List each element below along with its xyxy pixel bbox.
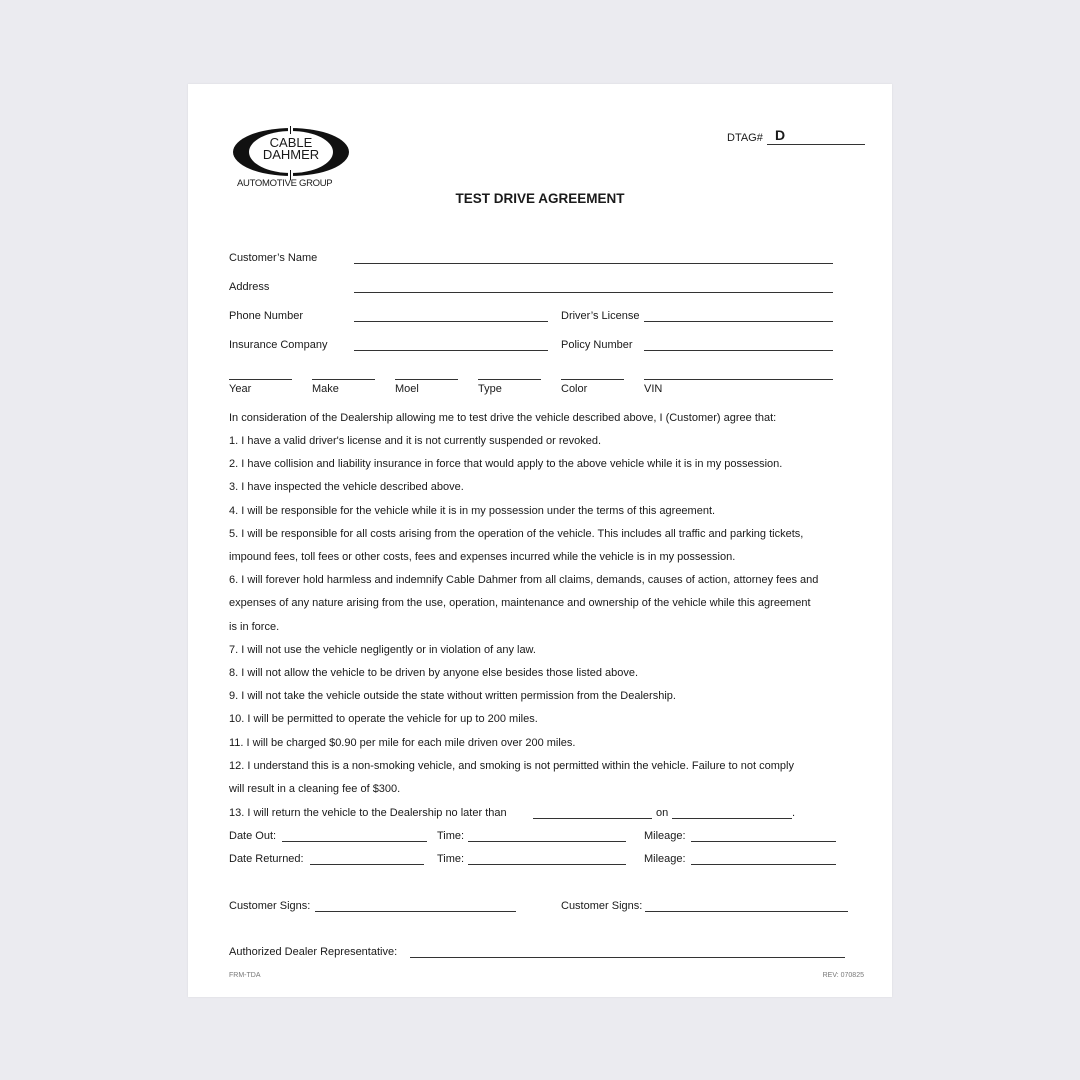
- dtag-label: DTAG#: [727, 132, 763, 144]
- term-item: 8. I will not allow the vehicle to be driven by anyone else besides those listed above.: [229, 667, 639, 679]
- model-field[interactable]: [395, 379, 458, 380]
- form-code: FRM-TDA: [229, 972, 261, 979]
- term-item: 10. I will be permitted to operate the vehicle for up to 200 miles.: [229, 713, 538, 726]
- term-item: 11. I will be charged $0.90 per mile for each mile driven over 200 miles.: [229, 736, 576, 749]
- return-time-field[interactable]: [533, 818, 652, 819]
- dtag-line[interactable]: [767, 144, 865, 145]
- time-returned-field[interactable]: [468, 864, 626, 865]
- revision: REV: 070825: [822, 972, 864, 979]
- color-field[interactable]: [561, 379, 624, 380]
- term-item: 3. I have inspected the vehicle described above.: [229, 481, 464, 494]
- dtag-value[interactable]: D: [775, 127, 786, 143]
- type-field[interactable]: [478, 379, 541, 380]
- term-item: 1. I have a valid driver's license and it is not currently suspended or revoked.: [229, 435, 602, 447]
- make-field[interactable]: [312, 379, 375, 380]
- page-title: TEST DRIVE AGREEMENT: [455, 191, 625, 206]
- intro-text: In consideration of the Dealership allowing me to test drive the vehicle described above, I (Customer) agree that:: [229, 412, 777, 424]
- term-item: 9. I will not take the vehicle outside the state without written permission from the Dealership.: [229, 690, 676, 703]
- date-returned-field[interactable]: [310, 864, 424, 865]
- mileage-out-field[interactable]: [691, 841, 836, 842]
- customer-name-field[interactable]: [354, 263, 833, 264]
- term-item: 7. I will not use the vehicle negligently or in violation of any law.: [229, 643, 536, 656]
- term-item: 4. I will be responsible for the vehicle while it is in my possession under the terms of this agreement.: [229, 504, 716, 517]
- term-item: 6. I will forever hold harmless and indemnify Cable Dahmer from all claims, demands, causes of action, attorney fees and: [229, 574, 819, 587]
- dealer-signature[interactable]: [410, 957, 845, 958]
- vin-field[interactable]: [644, 379, 833, 380]
- mileage-returned-field[interactable]: [691, 864, 836, 865]
- term-item: impound fees, toll fees or other costs, fees and expenses incurred while the vehicle is in my possession.: [229, 551, 736, 563]
- term-item: 5. I will be responsible for all costs arising from the operation of the vehicle. This includes all traffic and parking tickets,: [229, 527, 804, 540]
- address-field[interactable]: [354, 292, 833, 293]
- time-out-field[interactable]: [468, 841, 626, 842]
- term-item: 2. I have collision and liability insurance in force that would apply to the above vehicle while it is in my possession.: [229, 458, 783, 471]
- drivers-license-field[interactable]: [644, 321, 833, 322]
- policy-field[interactable]: [644, 350, 833, 351]
- term-item: is in force.: [229, 620, 280, 633]
- term-item: will result in a cleaning fee of $300.: [229, 783, 401, 795]
- customer-signature-1[interactable]: [315, 911, 516, 912]
- term-item: 12. I understand this is a non-smoking vehicle, and smoking is not permitted within the vehicle. Failure to not comply: [229, 759, 794, 772]
- phone-field[interactable]: [354, 321, 548, 322]
- date-out-field[interactable]: [282, 841, 427, 842]
- customer-signature-2[interactable]: [645, 911, 848, 912]
- return-date-field[interactable]: [672, 818, 792, 819]
- year-field[interactable]: [229, 379, 292, 380]
- term-item: expenses of any nature arising from the use, operation, maintenance and ownership of the vehicle while this agreement: [229, 597, 811, 610]
- insurance-field[interactable]: [354, 350, 548, 351]
